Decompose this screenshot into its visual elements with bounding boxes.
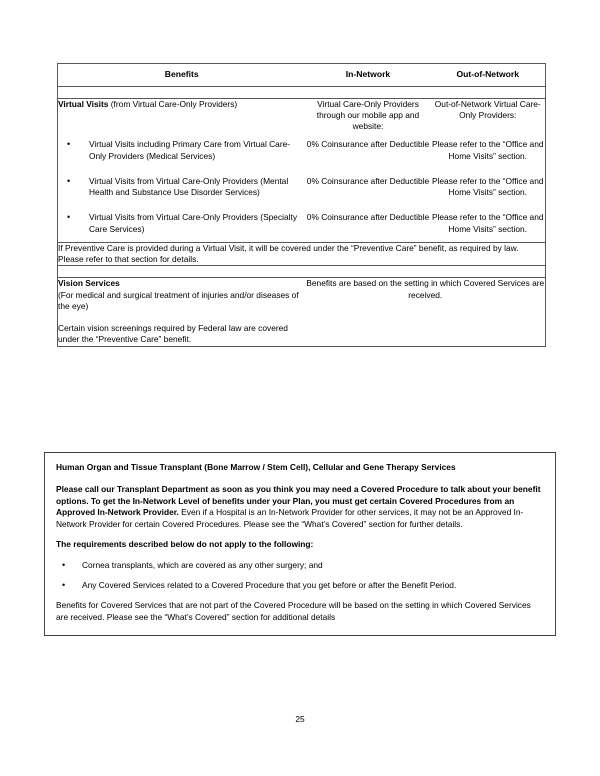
transplant-gap-4 <box>56 571 544 580</box>
table-row-preventive-note <box>58 242 546 266</box>
benefits-table <box>57 63 546 347</box>
cell-virtual-visits-in-network: Virtual Care-Only Providers through our mobile app and website: <box>316 98 420 132</box>
cell-bullet-3-out-of-network: Please refer to the “Office and Home Visits” section. <box>431 205 546 242</box>
empty-strip-cell <box>58 266 546 278</box>
transplant-intro-bold: Please call our Transplant Department as soon as you think you may need a Covered Procedure to talk about your benefit options. To get the In-Network Level of benefits under your Plan, you must get certain Covered Procedures from an Approved In-Network Provider. <box>56 484 541 518</box>
vision-services-subtitle: (For medical and surgical treatment of injuries and/or diseases of the eye) <box>58 289 299 311</box>
column-header-in-network: In-Network <box>306 64 431 87</box>
table-spacer-row <box>58 86 546 98</box>
transplant-gap-5 <box>56 591 544 600</box>
virtual-visits-bold-label: Virtual Visits <box>58 98 109 109</box>
transplant-intro-regular: Even if a Hospital is an In-Network Provider for other services, it may not be an Approved In-Network Provider for certain Covered Procedures. Please see the “What’s Covered” section for further details. <box>56 507 524 529</box>
cell-virtual-visits-benefit <box>58 98 306 132</box>
cell-bullet-2-out-of-network: Please refer to the “Office and Home Visits” section. <box>431 169 546 206</box>
cell-bullet-1-benefit <box>58 132 306 169</box>
cell-virtual-visits-out-of-network: Out-of-Network Virtual Care-Only Providers: <box>431 98 546 132</box>
transplant-bullet-2: • Any Covered Services related to a Covered Procedure that you get before or after the Benefit Period. <box>56 580 544 591</box>
bullet-1-text: • Virtual Visits including Primary Care from Virtual Care-Only Providers (Medical Services) <box>58 139 306 162</box>
transplant-intro-paragraph <box>56 484 544 530</box>
vision-services-second-paragraph: Certain vision screenings required by Federal law are covered under the “Preventive Care” benefit. <box>58 323 288 345</box>
table-row-bullet-1 <box>58 132 546 169</box>
bullet-2-text: • Virtual Visits from Virtual Care-Only Providers (Mental Health and Substance Use Disorder Services) <box>58 176 306 199</box>
column-header-out-of-network: Out-of-Network <box>431 64 546 87</box>
cell-bullet-2-in-network: 0% Coinsurance after Deductible <box>306 175 430 186</box>
cell-bullet-1-out-of-network: Please refer to the “Office and Home Visits” section. <box>431 132 546 169</box>
cell-bullet-1-in-network: 0% Coinsurance after Deductible <box>306 139 430 150</box>
column-header-benefits: Benefits <box>58 64 306 87</box>
virtual-visits-rest-label: (from Virtual Care-Only Providers) <box>108 98 238 109</box>
spacer-cell-benefits <box>58 86 306 98</box>
table-row-bullet-3 <box>58 205 546 242</box>
transplant-gap-3 <box>56 551 544 560</box>
transplant-closing-paragraph: Benefits for Covered Services that are not part of the Covered Procedure will be based on the setting in which Covered Services are received. Please see the “What’s Covered” section for additional details <box>56 600 531 622</box>
table-row-empty-strip <box>58 266 546 278</box>
table-row-virtual-visits-header <box>58 98 546 132</box>
table-row-vision-services <box>58 278 546 346</box>
page-number: 25 <box>295 714 305 724</box>
cell-vision-services-benefit <box>58 278 306 346</box>
transplant-gap-1 <box>56 473 544 484</box>
transplant-requirements-heading: The requirements described below do not apply to the following: <box>56 539 314 550</box>
table-row-bullet-2 <box>58 169 546 206</box>
transplant-bullet-1: • Cornea transplants, which are covered as any other surgery; and <box>56 560 544 571</box>
cell-bullet-3-benefit <box>58 205 306 242</box>
spacer-cell-out-of-network <box>431 86 546 98</box>
vision-services-gap <box>58 312 306 323</box>
vision-services-title: Vision Services <box>58 278 120 289</box>
transplant-gap-2 <box>56 530 544 539</box>
bullet-3-text: • Virtual Visits from Virtual Care-Only Providers (Specialty Care Services) <box>58 212 306 235</box>
cell-bullet-2-benefit <box>58 169 306 206</box>
preventive-care-note: If Preventive Care is provided during a Virtual Visit, it will be covered under the “Preventive Care” benefit, as required by law. Please refer to that section for details. <box>58 242 546 266</box>
transplant-title: Human Organ and Tissue Transplant (Bone Marrow / Stem Cell), Cellular and Gene Therapy Services <box>56 462 456 472</box>
table-header-row <box>58 64 546 87</box>
transplant-services-box <box>44 452 556 636</box>
cell-vision-services-coverage: Benefits are based on the setting in which Covered Services are received. <box>306 278 546 346</box>
spacer-cell-in-network <box>306 86 431 98</box>
cell-bullet-3-in-network: 0% Coinsurance after Deductible <box>306 212 430 223</box>
